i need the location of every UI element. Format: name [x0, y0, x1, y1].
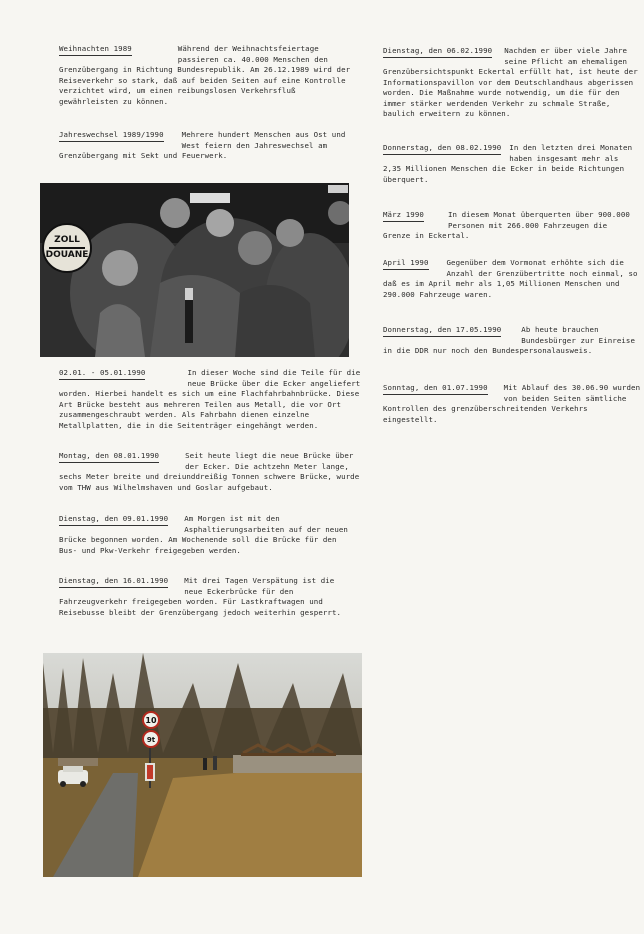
entry-text: In diesem Monat überquerten über 900.000 Personen mit 266.000 Fahrzeugen die Grenze in Eckertal.	[383, 210, 630, 240]
entry-dienstag-1601	[59, 576, 355, 618]
sign-divider	[49, 247, 85, 248]
entry-heading: Dienstag, den 06.02.1990	[383, 46, 492, 58]
entry-heading: Jahreswechsel 1989/1990	[59, 130, 164, 142]
entry-heading: Weihnachten 1989	[59, 44, 132, 56]
entry-text: Am Morgen ist mit den Asphaltierungsarbeiten auf der neuen Brücke begonnen worden. Am Wochenende soll die Brücke für den Bus- und Pkw-Verkehr freigegeben werden.	[59, 514, 348, 555]
entry-text: Während der Weihnachtsfeiertage passieren ca. 40.000 Menschen den Grenzübergang in Richtung Bundesrepublik. Am 26.12.1989 wird der Reiseverkehr so stark, daß auf beiden Seiten auf eine Kontrolle verzichtet wird, um einen reibungslosen Verkehrsfluß gewährleisten zu können.	[59, 44, 351, 106]
entry-text: Mit drei Tagen Verspätung ist die neue Eckerbrücke für den Fahrzeugverkehr freigegeben worden. Für Lastkraftwagen und Reisebusse bleibt der Grenzübergang jedoch weiterhin gesperrt.	[59, 576, 342, 617]
entry-text: Ab heute brauchen Bundesbürger zur Einreise in die DDR nur noch den Bundespersonalausweis.	[383, 325, 636, 355]
zoll-douane-sign	[42, 223, 92, 273]
entry-heading: April 1990	[383, 258, 429, 270]
entry-montag-0801	[59, 451, 369, 493]
entry-0201-0501	[59, 368, 369, 431]
speed-limit-sign-text: 10	[145, 716, 157, 725]
sign-text-douane: DOUANE	[45, 249, 89, 260]
entry-donnerstag-1705	[383, 325, 639, 357]
entry-text: Gegenüber dem Vormonat erhöhte sich die Anzahl der Grenzübertritte noch einmal, so daß es im April mehr als 1,05 Millionen Menschen und 290.000 Fahrzeuge waren.	[383, 258, 638, 299]
entry-sonntag-0107	[383, 383, 641, 425]
weight-limit-sign-text: 9t	[146, 736, 156, 744]
bridge-photo-image	[43, 653, 362, 877]
entry-text: Mit Ablauf des 30.06.90 wurden von beiden Seiten sämtliche Kontrollen des grenzüberschreitenden Verkehrs eingestellt.	[383, 383, 641, 424]
entry-weihnachten-1989	[59, 44, 355, 107]
photo-border-crossing-celebration	[40, 183, 349, 357]
entry-text: In den letzten drei Monaten haben insgesamt mehr als 2,35 Millionen Menschen die Ecker in beide Richtungen überquert.	[383, 143, 633, 184]
entry-text: Seit heute liegt die neue Brücke über der Ecker. Die achtzehn Meter lange, sechs Meter breite und dreiunddreißig Tonnen schwere Brücke, wurde vom THW aus Wilhelmshaven und Goslar aufgebaut.	[59, 451, 360, 492]
entry-jahreswechsel	[59, 130, 355, 162]
photo-new-bridge-ecker	[43, 653, 362, 877]
entry-heading: März 1990	[383, 210, 424, 222]
entry-text: Mehrere hundert Menschen aus Ost und West feiern den Jahreswechsel am Grenzübergang mit Sekt und Feuerwerk.	[59, 130, 346, 160]
entry-maerz-1990	[383, 210, 639, 242]
entry-heading: 02.01. - 05.01.1990	[59, 368, 145, 380]
entry-text: In dieser Woche sind die Teile für die neue Brücke über die Ecker angeliefert worden. Hierbei handelt es sich um eine Flachfahrbahnbrücke. Diese Art Brücke besteht aus mehreren Teilen aus Metall, die vor Ort zusammengeschraubt werden. Als Fahrbahn dienen einzelne Metallplatten, die in die Seitenträger eingehängt werden.	[59, 368, 361, 430]
entry-heading: Dienstag, den 09.01.1990	[59, 514, 168, 526]
entry-heading: Donnerstag, den 17.05.1990	[383, 325, 501, 337]
entry-text: Nachdem er über viele Jahre seine Pflicht am ehemaligen Grenzübersichtspunkt Eckertal erfüllt hat, ist heute der Informationspavillon vor dem Deutschlandhaus abgerissen worden. Die Maßnahme wurde notwendig, um die für den immer stärker werdenden Verkehr zu schmale Straße, baulich erweitern zu können.	[383, 46, 638, 118]
entry-heading: Dienstag, den 16.01.1990	[59, 576, 168, 588]
entry-donnerstag-0802	[383, 143, 639, 185]
entry-heading: Donnerstag, den 08.02.1990	[383, 143, 501, 155]
sign-text-zoll: ZOLL	[54, 235, 80, 246]
entry-april-1990	[383, 258, 639, 300]
celebration-photo-image	[40, 183, 349, 357]
entry-dienstag-0602	[383, 46, 639, 120]
entry-heading: Sonntag, den 01.07.1990	[383, 383, 488, 395]
entry-dienstag-0901	[59, 514, 355, 556]
entry-heading: Montag, den 08.01.1990	[59, 451, 159, 463]
